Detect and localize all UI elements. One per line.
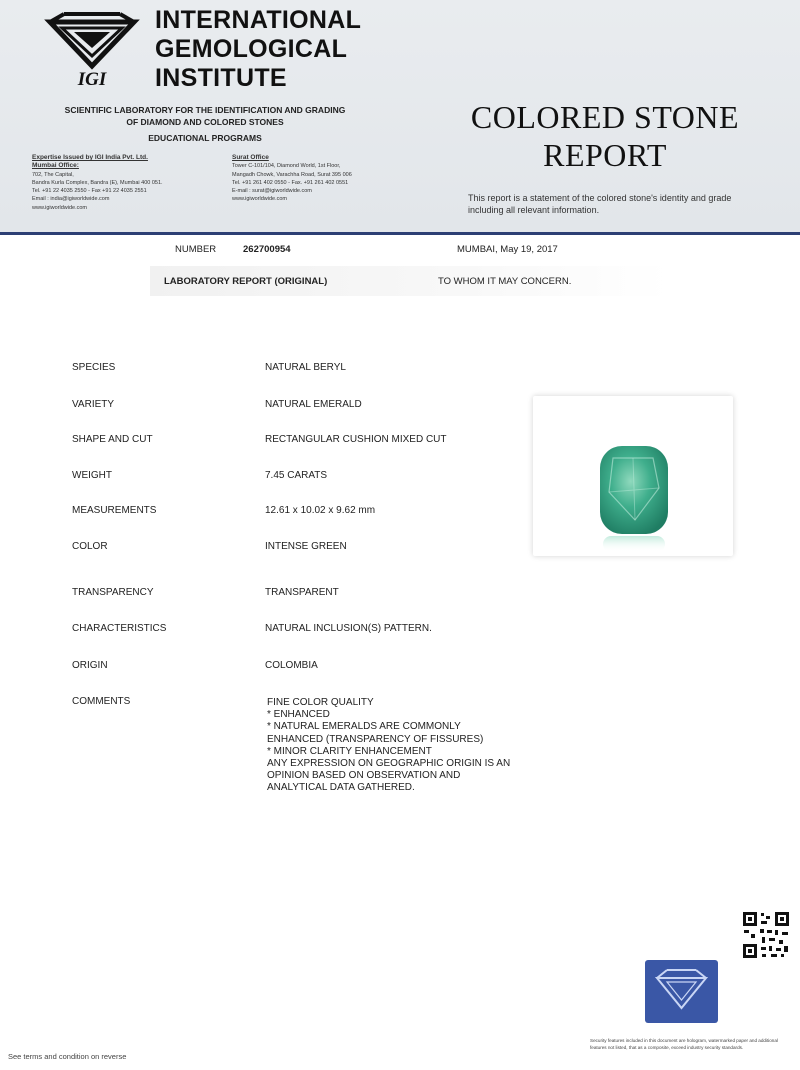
- gemstone-photo: [533, 396, 733, 556]
- org-name-line: INSTITUTE: [155, 64, 287, 92]
- comment-line: ANALYTICAL DATA GATHERED.: [267, 782, 415, 794]
- contact-line: Email : india@igiworldwide.com: [32, 196, 110, 203]
- logo-lettering: IGI: [77, 69, 107, 88]
- org-name-line: GEMOLOGICAL: [155, 35, 348, 63]
- report-title: [440, 98, 770, 174]
- contact-line: E-mail : surat@igiworldwide.com: [232, 188, 312, 195]
- subtitle-line: OF DIAMOND AND COLORED STONES: [126, 117, 284, 127]
- emerald-image: [533, 396, 733, 556]
- office-heading: Mumbai Office:: [32, 162, 79, 170]
- laboratory-subtitle: [20, 104, 390, 144]
- subtitle-line: SCIENTIFIC LABORATORY FOR THE IDENTIFICATION AND GRADING: [64, 105, 346, 115]
- field-label-comments: COMMENTS: [72, 696, 131, 707]
- org-name-line: INTERNATIONAL: [155, 6, 362, 34]
- issuer-line: Expertise Issued by IGI India Pvt. Ltd.: [32, 154, 148, 161]
- report-description: This report is a statement of the colored stone's identity and grade including all relevant information.: [468, 193, 732, 215]
- subtitle-line: EDUCATIONAL PROGRAMS: [148, 133, 262, 143]
- comment-line: FINE COLOR QUALITY: [267, 697, 374, 708]
- field-label-color: COLOR: [72, 541, 108, 552]
- comment-line: * ENHANCED: [267, 709, 330, 721]
- field-value-origin: COLOMBIA: [265, 660, 318, 671]
- contact-line: www.igiworldwide.com: [32, 204, 88, 211]
- field-label-variety: VARIETY: [72, 399, 115, 410]
- report-date: MUMBAI, May 19, 2017: [457, 244, 558, 255]
- field-value-measurements: 12.61 x 10.02 x 9.62 mm: [265, 505, 376, 516]
- field-value-transparency: TRANSPARENT: [265, 587, 339, 598]
- field-value-color: INTENSE GREEN: [265, 541, 347, 552]
- diamond-hologram-icon: [645, 960, 718, 1023]
- contact-line: Bandra Kurla Complex, Bandra (E), Mumbai 400 051.: [32, 179, 163, 186]
- igi-logo-icon: [42, 8, 142, 88]
- addressee: TO WHOM IT MAY CONCERN.: [438, 276, 572, 287]
- field-label-species: SPECIES: [72, 362, 116, 373]
- surat-office-contact: [232, 154, 432, 204]
- contact-line: 702, The Capital,: [32, 171, 74, 178]
- field-label-measurements: MEASUREMENTS: [72, 505, 157, 516]
- field-label-shape: SHAPE AND CUT: [72, 434, 153, 445]
- report-title-line: COLORED STONE: [470, 99, 740, 135]
- comment-line: ANY EXPRESSION ON GEOGRAPHIC ORIGIN IS AN: [267, 758, 511, 770]
- comment-line: ENHANCED (TRANSPARENCY OF FISSURES): [267, 733, 484, 745]
- hologram-seal: [645, 960, 718, 1023]
- organization-name: [155, 6, 361, 93]
- report-number: 262700954: [243, 244, 291, 255]
- comment-line: * MINOR CLARITY ENHANCEMENT: [267, 745, 432, 757]
- office-heading: Surat Office: [232, 154, 269, 161]
- security-note: Security features included in this document are hologram, watermarked paper and additional features not listed, that as a composite, exceed industry security standards.: [590, 1038, 778, 1050]
- terms-footer: See terms and condition on reverse: [8, 1052, 127, 1061]
- contact-line: Mangadh Chowk, Varachha Road, Surat 395 006: [232, 171, 352, 178]
- field-value-shape: RECTANGULAR CUSHION MIXED CUT: [265, 434, 447, 445]
- field-value-variety: NATURAL EMERALD: [265, 399, 362, 410]
- field-label-transparency: TRANSPARENCY: [72, 587, 154, 598]
- mumbai-office-contact: [32, 154, 247, 212]
- report-type: LABORATORY REPORT (ORIGINAL): [164, 276, 328, 287]
- comment-line: OPINION BASED ON OBSERVATION AND: [267, 770, 461, 782]
- field-label-characteristics: CHARACTERISTICS: [72, 623, 167, 634]
- report-number-label: NUMBER: [175, 244, 217, 255]
- contact-line: Tel. +91 261 402 0550 - Fax. +91 261 402 0551: [232, 179, 349, 186]
- contact-line: Tower C-101/104, Diamond World, 1st Floor,: [232, 163, 341, 170]
- comment-line: * NATURAL EMERALDS ARE COMMONLY: [267, 721, 461, 733]
- field-value-weight: 7.45 CARATS: [265, 470, 328, 481]
- report-header: [0, 0, 800, 235]
- field-value-species: NATURAL BERYL: [265, 362, 346, 373]
- field-label-origin: ORIGIN: [72, 660, 108, 671]
- contact-line: www.igiworldwide.com: [232, 196, 288, 203]
- field-value-characteristics: NATURAL INCLUSION(S) PATTERN.: [265, 623, 432, 634]
- comments-block: [267, 697, 510, 795]
- field-label-weight: WEIGHT: [72, 470, 112, 481]
- qr-code-icon: [741, 910, 791, 960]
- report-title-line: REPORT: [543, 137, 667, 173]
- contact-line: Tel. +91 22 4035 2550 - Fax +91 22 4035 2551: [32, 188, 147, 195]
